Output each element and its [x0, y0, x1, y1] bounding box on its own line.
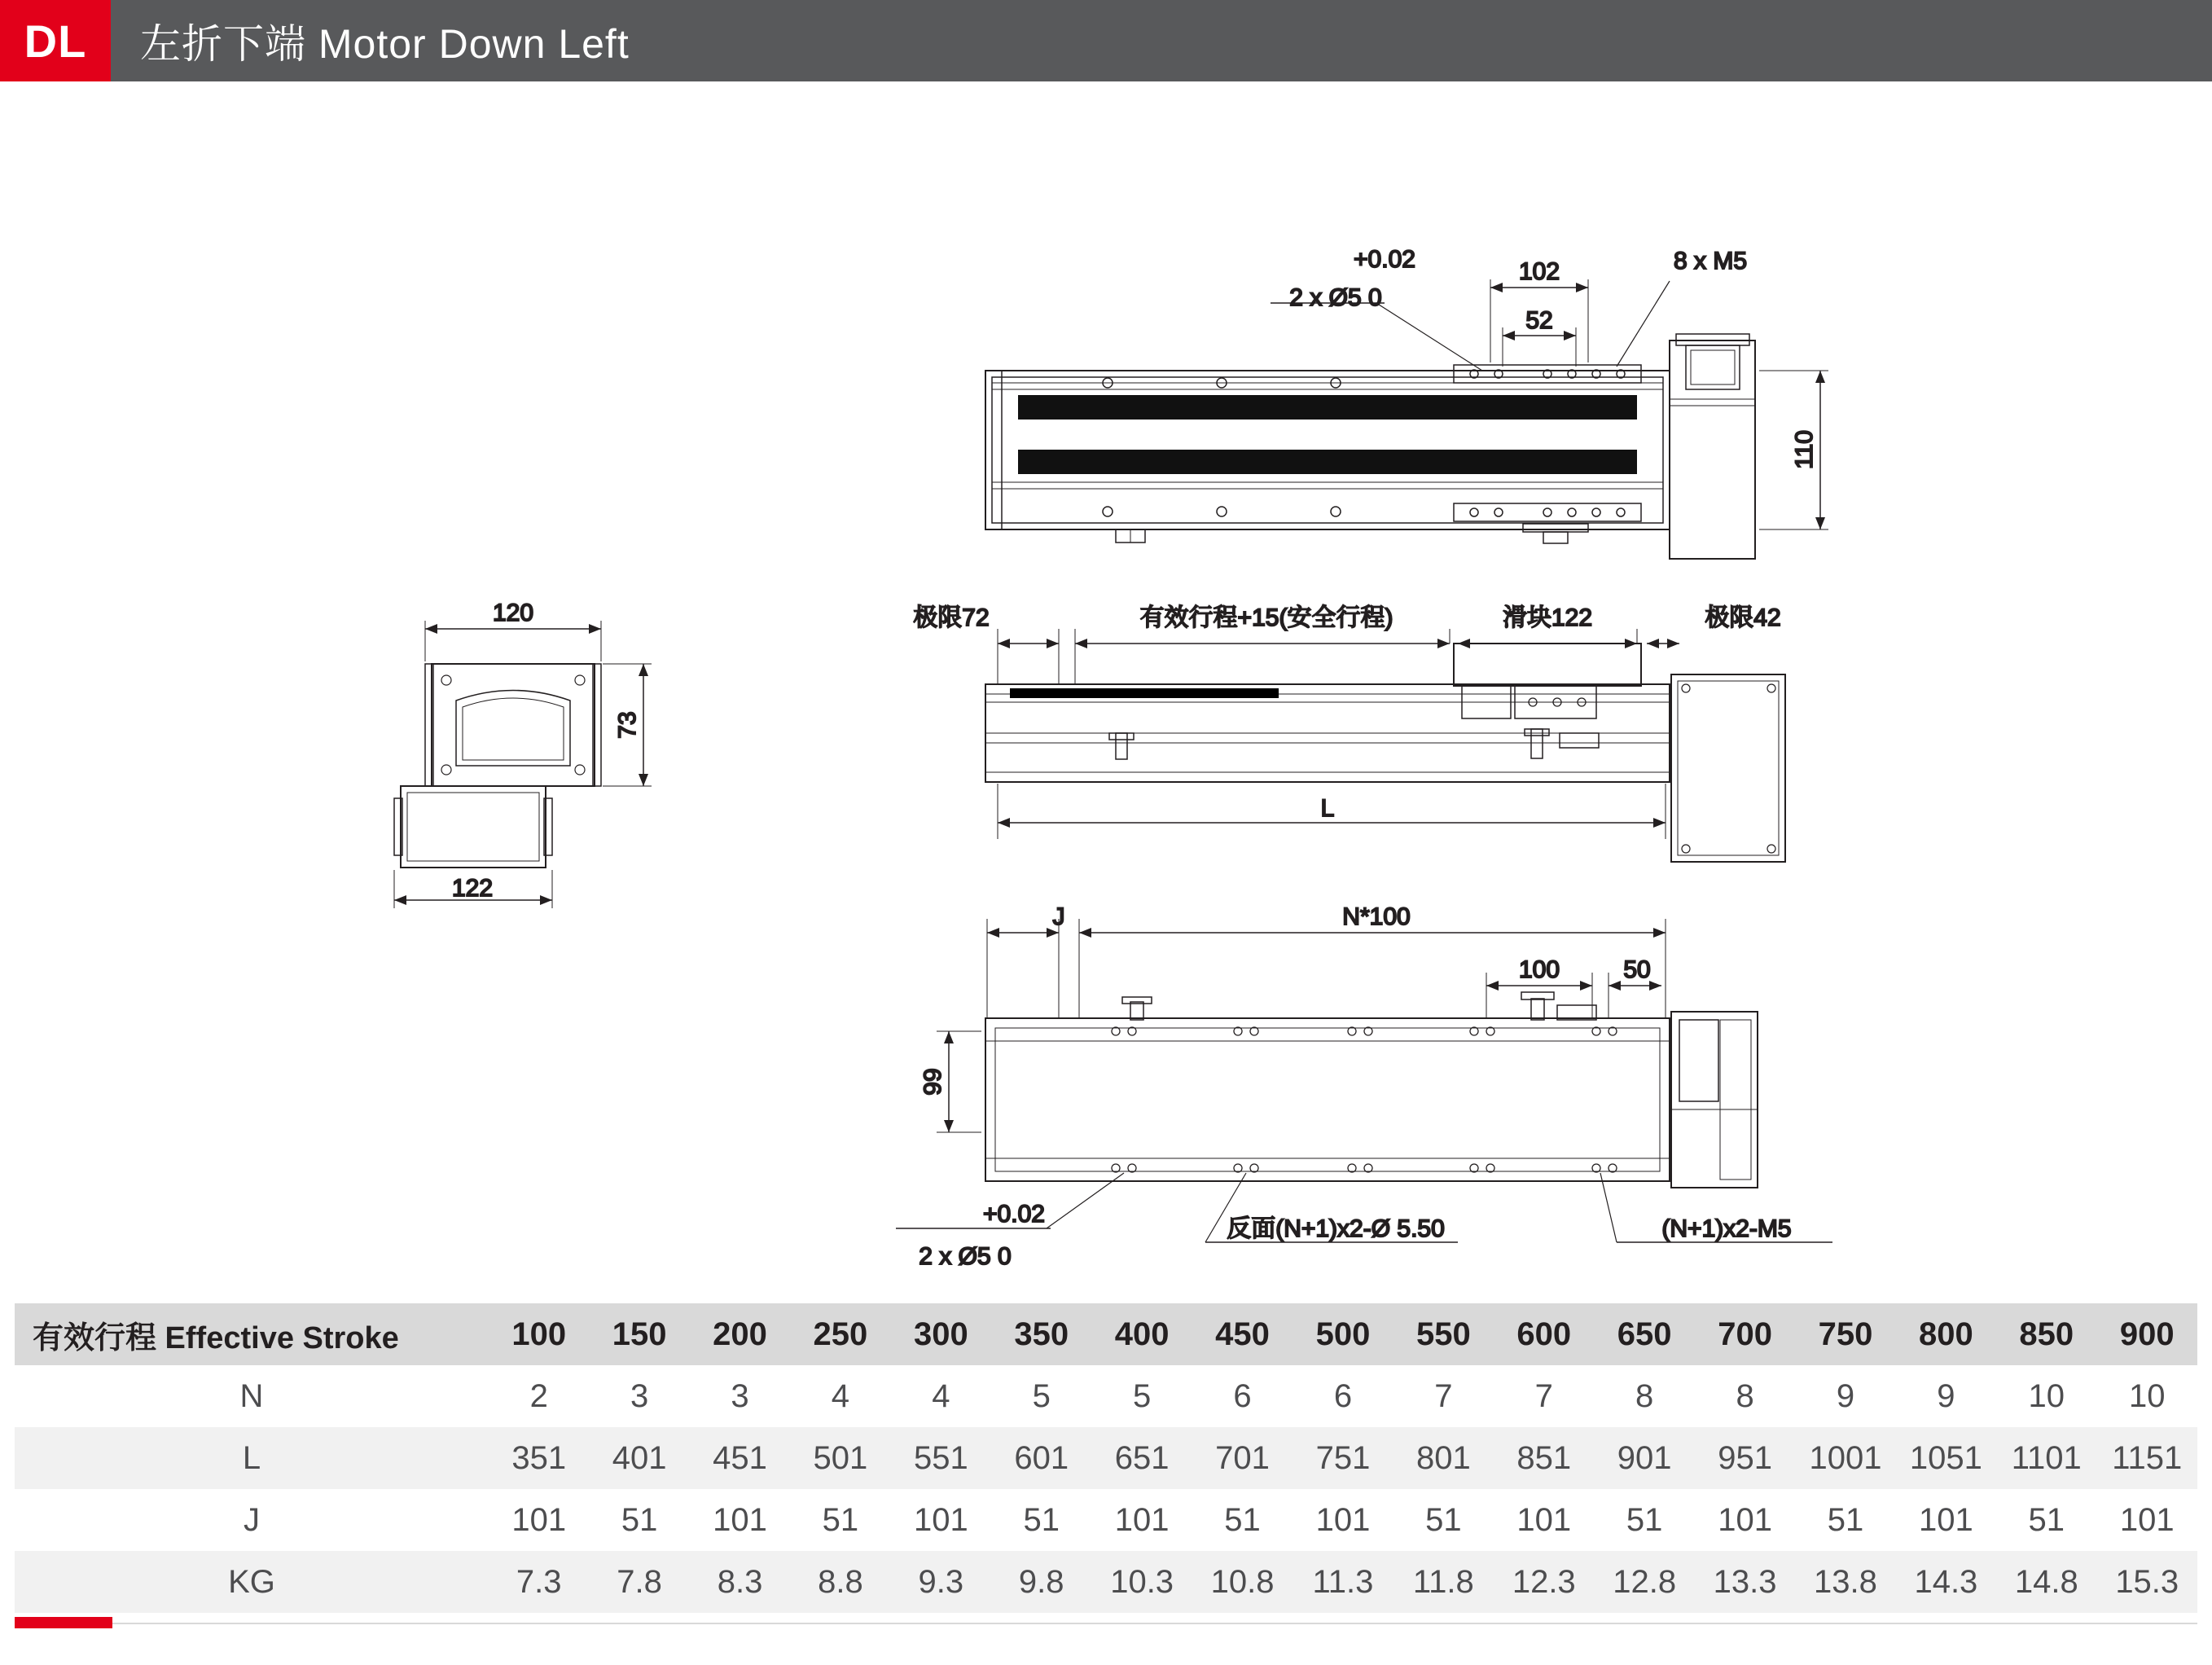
- table-header-stroke: 800: [1896, 1303, 1996, 1365]
- spec-table-body: [15, 1365, 2197, 1613]
- table-cell: 101: [1695, 1489, 1795, 1551]
- note-8xm5-label: 8 x M5: [1673, 248, 1748, 275]
- row-label: L: [15, 1427, 489, 1489]
- table-cell: 101: [891, 1489, 991, 1551]
- table-cell: 10.8: [1192, 1551, 1293, 1613]
- table-cell: 9.3: [891, 1551, 991, 1613]
- footer-divider: [15, 1623, 2197, 1624]
- table-cell: 8.8: [790, 1551, 890, 1613]
- table-header-row: [15, 1303, 2197, 1365]
- table-row: [15, 1551, 2197, 1613]
- top-view-drawing: [985, 246, 1828, 559]
- table-cell: 101: [1494, 1489, 1594, 1551]
- table-cell: 51: [1594, 1489, 1694, 1551]
- table-cell: 401: [589, 1427, 689, 1489]
- tol-2xd5-bottom-label: 2 x Ø5 0: [919, 1243, 1012, 1270]
- table-cell: 351: [489, 1427, 589, 1489]
- page-title: 左折下端 Motor Down Left: [140, 21, 630, 67]
- table-cell: 101: [1091, 1489, 1192, 1551]
- table-header-stroke: 150: [589, 1303, 689, 1365]
- footer-accent-bar: [15, 1617, 112, 1628]
- table-cell: 1151: [2097, 1427, 2198, 1489]
- table-header-stroke: 900: [2097, 1303, 2198, 1365]
- dim-J-label: J: [1052, 903, 1065, 930]
- stroke-note-label: 有效行程+15(安全行程): [1139, 604, 1393, 631]
- note-back-holes-label: 反面(N+1)x2-Ø 5.50: [1227, 1215, 1445, 1242]
- table-cell: 51: [589, 1489, 689, 1551]
- dim-122-label: 122: [451, 875, 494, 902]
- dim-120-label: 120: [492, 600, 534, 626]
- table-row: [15, 1489, 2197, 1551]
- dim-52-label: 52: [1525, 307, 1553, 334]
- page-header: [0, 0, 2212, 81]
- table-cell: 12.3: [1494, 1551, 1594, 1613]
- table-cell: 4: [790, 1365, 890, 1427]
- table-cell: 10: [2097, 1365, 2198, 1427]
- table-header-stroke: 700: [1695, 1303, 1795, 1365]
- table-cell: 701: [1192, 1427, 1293, 1489]
- table-cell: 751: [1293, 1427, 1393, 1489]
- table-cell: 10: [1996, 1365, 2096, 1427]
- table-cell: 51: [1795, 1489, 1895, 1551]
- table-cell: 5: [991, 1365, 1091, 1427]
- table-header-stroke: 850: [1996, 1303, 2096, 1365]
- limit-left-label: 极限72: [913, 604, 990, 631]
- table-cell: 1101: [1996, 1427, 2096, 1489]
- table-cell: 13.8: [1795, 1551, 1895, 1613]
- table-cell: 101: [1293, 1489, 1393, 1551]
- spec-table-head: [15, 1303, 2197, 1365]
- row-label: KG: [15, 1551, 489, 1613]
- table-cell: 7: [1494, 1365, 1594, 1427]
- dim-50-label: 50: [1623, 956, 1651, 983]
- table-cell: 3: [589, 1365, 689, 1427]
- table-cell: 1001: [1795, 1427, 1895, 1489]
- table-cell: 551: [891, 1427, 991, 1489]
- table-header-label: 有效行程 Effective Stroke: [15, 1303, 489, 1365]
- table-cell: 8: [1695, 1365, 1795, 1427]
- table-header-stroke: 100: [489, 1303, 589, 1365]
- table-cell: 951: [1695, 1427, 1795, 1489]
- table-header-stroke: 300: [891, 1303, 991, 1365]
- table-cell: 651: [1091, 1427, 1192, 1489]
- spec-table-container: [15, 1303, 2197, 1613]
- row-label: N: [15, 1365, 489, 1427]
- table-cell: 13.3: [1695, 1551, 1795, 1613]
- table-cell: 101: [690, 1489, 790, 1551]
- table-cell: 51: [790, 1489, 890, 1551]
- technical-drawing: [0, 81, 2212, 1295]
- table-cell: 851: [1494, 1427, 1594, 1489]
- table-cell: 7.3: [489, 1551, 589, 1613]
- table-cell: 8: [1594, 1365, 1694, 1427]
- table-cell: 451: [690, 1427, 790, 1489]
- spec-table: [15, 1303, 2197, 1613]
- table-header-stroke: 650: [1594, 1303, 1694, 1365]
- table-cell: 9: [1795, 1365, 1895, 1427]
- table-cell: 1051: [1896, 1427, 1996, 1489]
- table-cell: 51: [1393, 1489, 1494, 1551]
- table-cell: 5: [1091, 1365, 1192, 1427]
- table-header-stroke: 450: [1192, 1303, 1293, 1365]
- dim-n100-label: N*100: [1342, 903, 1411, 930]
- tol-2xd5-top-label: 2 x Ø5 0: [1289, 284, 1382, 311]
- table-header-stroke: 200: [690, 1303, 790, 1365]
- dim-L-label: L: [1320, 795, 1335, 822]
- table-cell: 901: [1594, 1427, 1694, 1489]
- table-cell: 11.8: [1393, 1551, 1494, 1613]
- dim-99-label: 99: [919, 1068, 946, 1096]
- table-cell: 14.3: [1896, 1551, 1996, 1613]
- drawing-canvas: [0, 81, 2212, 1295]
- dim-110-label: 110: [1791, 430, 1818, 469]
- table-cell: 101: [1896, 1489, 1996, 1551]
- dim-102-label: 102: [1518, 258, 1560, 285]
- table-row: [15, 1365, 2197, 1427]
- table-cell: 101: [2097, 1489, 2198, 1551]
- row-label: J: [15, 1489, 489, 1551]
- table-row: [15, 1427, 2197, 1489]
- table-cell: 10.3: [1091, 1551, 1192, 1613]
- tol-upper-top-label: +0.02: [1354, 246, 1415, 273]
- table-cell: 51: [1996, 1489, 2096, 1551]
- note-m5-holes-label: (N+1)x2-M5: [1661, 1215, 1792, 1242]
- table-cell: 7: [1393, 1365, 1494, 1427]
- table-cell: 9.8: [991, 1551, 1091, 1613]
- table-header-stroke: 500: [1293, 1303, 1393, 1365]
- table-cell: 3: [690, 1365, 790, 1427]
- table-cell: 2: [489, 1365, 589, 1427]
- table-header-stroke: 250: [790, 1303, 890, 1365]
- table-cell: 51: [1192, 1489, 1293, 1551]
- end-view-drawing: [394, 600, 652, 908]
- table-cell: 15.3: [2097, 1551, 2198, 1613]
- table-header-stroke: 750: [1795, 1303, 1895, 1365]
- table-cell: 9: [1896, 1365, 1996, 1427]
- table-header-stroke: 600: [1494, 1303, 1594, 1365]
- model-code-badge: DL: [0, 0, 111, 81]
- table-cell: 8.3: [690, 1551, 790, 1613]
- dim-100-label: 100: [1518, 956, 1560, 983]
- tol-upper-bottom-label: +0.02: [983, 1201, 1045, 1228]
- table-cell: 14.8: [1996, 1551, 2096, 1613]
- table-cell: 501: [790, 1427, 890, 1489]
- table-cell: 12.8: [1594, 1551, 1694, 1613]
- table-cell: 6: [1192, 1365, 1293, 1427]
- table-header-stroke: 350: [991, 1303, 1091, 1365]
- slider-note-label: 滑块122: [1502, 604, 1593, 631]
- table-cell: 7.8: [589, 1551, 689, 1613]
- table-cell: 101: [489, 1489, 589, 1551]
- table-cell: 601: [991, 1427, 1091, 1489]
- limit-right-label: 极限42: [1705, 604, 1781, 631]
- table-cell: 801: [1393, 1427, 1494, 1489]
- table-cell: 6: [1293, 1365, 1393, 1427]
- table-cell: 51: [991, 1489, 1091, 1551]
- table-header-stroke: 550: [1393, 1303, 1494, 1365]
- dim-73-label: 73: [614, 711, 641, 739]
- bottom-view-drawing: [896, 903, 1832, 1270]
- table-header-stroke: 400: [1091, 1303, 1192, 1365]
- table-cell: 11.3: [1293, 1551, 1393, 1613]
- side-view-drawing: [913, 604, 1785, 862]
- table-cell: 4: [891, 1365, 991, 1427]
